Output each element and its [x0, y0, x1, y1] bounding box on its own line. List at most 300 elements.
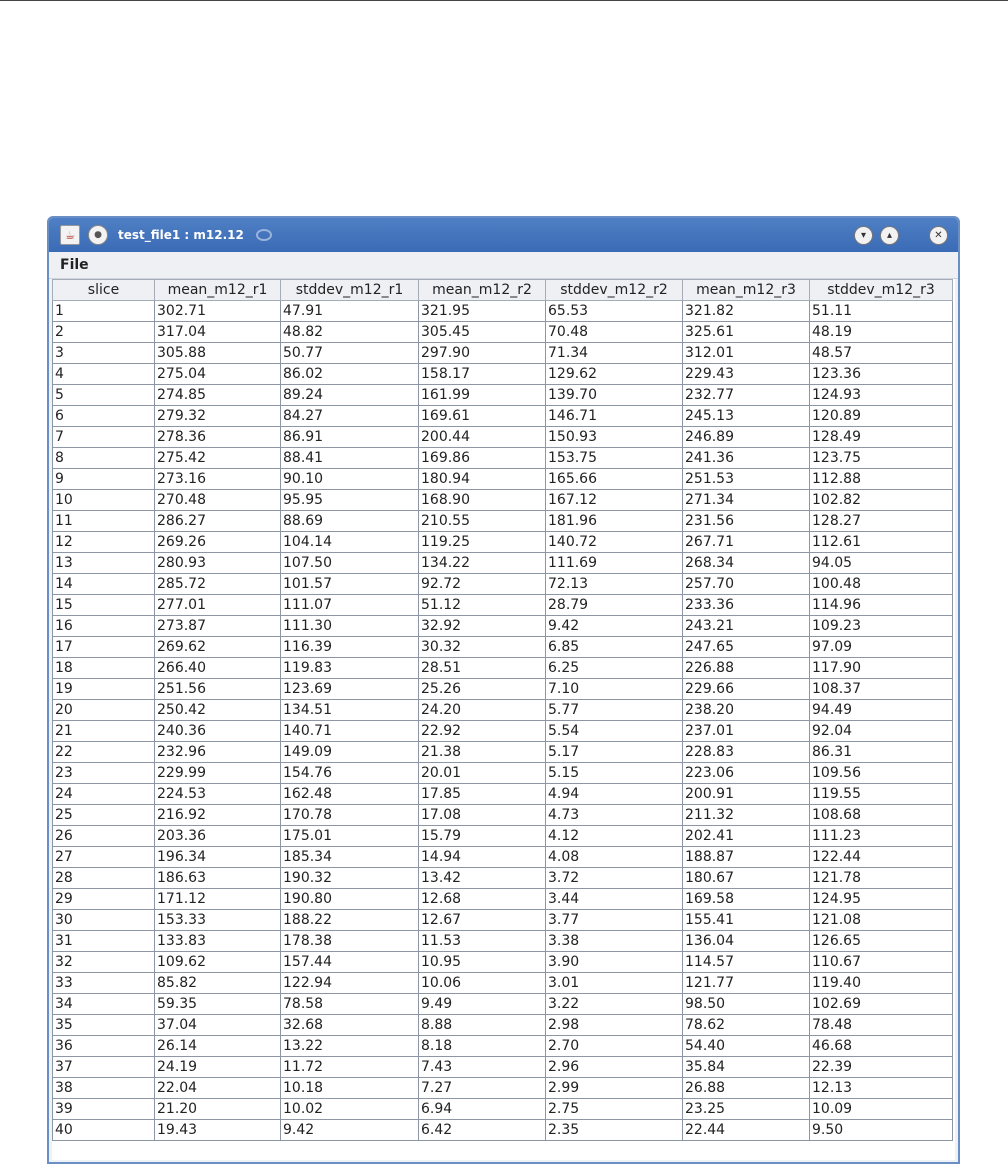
table-cell[interactable]: 59.35	[155, 994, 281, 1015]
table-cell[interactable]: 30.32	[419, 637, 546, 658]
table-cell[interactable]: 168.90	[419, 490, 546, 511]
table-cell[interactable]: 153.33	[155, 910, 281, 931]
table-row[interactable]	[53, 490, 953, 511]
table-cell[interactable]: 98.50	[683, 994, 810, 1015]
table-row[interactable]	[53, 1057, 953, 1078]
table-cell[interactable]: 112.88	[810, 469, 953, 490]
table-cell[interactable]: 4	[53, 364, 155, 385]
table-row[interactable]	[53, 511, 953, 532]
table-cell[interactable]: 92.04	[810, 721, 953, 742]
table-cell[interactable]: 6.42	[419, 1120, 546, 1141]
table-cell[interactable]: 146.71	[546, 406, 683, 427]
table-cell[interactable]: 149.09	[281, 742, 419, 763]
table-cell[interactable]: 38	[53, 1078, 155, 1099]
table-cell[interactable]: 17	[53, 637, 155, 658]
table-cell[interactable]: 188.87	[683, 847, 810, 868]
table-cell[interactable]: 9.42	[281, 1120, 419, 1141]
table-cell[interactable]: 102.82	[810, 490, 953, 511]
table-cell[interactable]: 3.44	[546, 889, 683, 910]
table-cell[interactable]: 286.27	[155, 511, 281, 532]
table-cell[interactable]: 25.26	[419, 679, 546, 700]
table-cell[interactable]: 29	[53, 889, 155, 910]
table-cell[interactable]: 302.71	[155, 301, 281, 322]
table-row[interactable]	[53, 448, 953, 469]
table-cell[interactable]: 4.94	[546, 784, 683, 805]
table-row[interactable]	[53, 574, 953, 595]
table-cell[interactable]: 48.82	[281, 322, 419, 343]
table-cell[interactable]: 5.15	[546, 763, 683, 784]
table-cell[interactable]: 3.01	[546, 973, 683, 994]
table-cell[interactable]: 2	[53, 322, 155, 343]
table-cell[interactable]: 34	[53, 994, 155, 1015]
table-cell[interactable]: 19.43	[155, 1120, 281, 1141]
table-row[interactable]	[53, 889, 953, 910]
table-row[interactable]	[53, 343, 953, 364]
table-cell[interactable]: 257.70	[683, 574, 810, 595]
table-cell[interactable]: 2.70	[546, 1036, 683, 1057]
table-cell[interactable]: 274.85	[155, 385, 281, 406]
table-cell[interactable]: 28	[53, 868, 155, 889]
table-cell[interactable]: 13	[53, 553, 155, 574]
table-row[interactable]	[53, 469, 953, 490]
table-cell[interactable]: 48.19	[810, 322, 953, 343]
table-cell[interactable]: 275.04	[155, 364, 281, 385]
window-titlebar[interactable]	[49, 218, 958, 252]
table-cell[interactable]: 3	[53, 343, 155, 364]
table-row[interactable]	[53, 637, 953, 658]
table-cell[interactable]: 15	[53, 595, 155, 616]
table-cell[interactable]: 54.40	[683, 1036, 810, 1057]
table-cell[interactable]: 280.93	[155, 553, 281, 574]
table-cell[interactable]: 243.21	[683, 616, 810, 637]
table-cell[interactable]: 86.02	[281, 364, 419, 385]
table-cell[interactable]: 114.57	[683, 952, 810, 973]
table-cell[interactable]: 89.24	[281, 385, 419, 406]
table-cell[interactable]: 121.08	[810, 910, 953, 931]
table-cell[interactable]: 95.95	[281, 490, 419, 511]
table-cell[interactable]: 123.69	[281, 679, 419, 700]
table-row[interactable]	[53, 763, 953, 784]
table-cell[interactable]: 90.10	[281, 469, 419, 490]
table-cell[interactable]: 153.75	[546, 448, 683, 469]
table-cell[interactable]: 111.07	[281, 595, 419, 616]
table-cell[interactable]: 240.36	[155, 721, 281, 742]
java-app-icon[interactable]: ☕	[60, 225, 80, 245]
table-cell[interactable]: 269.26	[155, 532, 281, 553]
table-cell[interactable]: 247.65	[683, 637, 810, 658]
table-cell[interactable]: 35.84	[683, 1057, 810, 1078]
table-cell[interactable]: 9	[53, 469, 155, 490]
menu-file[interactable]: File	[60, 257, 89, 273]
table-cell[interactable]: 167.12	[546, 490, 683, 511]
table-cell[interactable]: 126.65	[810, 931, 953, 952]
table-cell[interactable]: 297.90	[419, 343, 546, 364]
table-cell[interactable]: 14.94	[419, 847, 546, 868]
table-cell[interactable]: 273.16	[155, 469, 281, 490]
table-cell[interactable]: 24.19	[155, 1057, 281, 1078]
table-row[interactable]	[53, 994, 953, 1015]
results-table-container[interactable]	[52, 279, 955, 1160]
table-cell[interactable]: 3.22	[546, 994, 683, 1015]
table-cell[interactable]: 24.20	[419, 700, 546, 721]
table-row[interactable]	[53, 742, 953, 763]
table-cell[interactable]: 48.57	[810, 343, 953, 364]
table-row[interactable]	[53, 532, 953, 553]
table-cell[interactable]: 321.82	[683, 301, 810, 322]
table-cell[interactable]: 112.61	[810, 532, 953, 553]
table-cell[interactable]: 10	[53, 490, 155, 511]
table-row[interactable]	[53, 1120, 953, 1141]
table-row[interactable]	[53, 910, 953, 931]
table-cell[interactable]: 8	[53, 448, 155, 469]
table-cell[interactable]: 229.66	[683, 679, 810, 700]
table-cell[interactable]: 22.39	[810, 1057, 953, 1078]
table-cell[interactable]: 22	[53, 742, 155, 763]
table-cell[interactable]: 32.92	[419, 616, 546, 637]
table-cell[interactable]: 109.23	[810, 616, 953, 637]
table-cell[interactable]: 266.40	[155, 658, 281, 679]
table-cell[interactable]: 27	[53, 847, 155, 868]
table-cell[interactable]: 169.61	[419, 406, 546, 427]
table-cell[interactable]: 114.96	[810, 595, 953, 616]
table-cell[interactable]: 4.08	[546, 847, 683, 868]
table-cell[interactable]: 2.98	[546, 1015, 683, 1036]
table-cell[interactable]: 1	[53, 301, 155, 322]
table-cell[interactable]: 246.89	[683, 427, 810, 448]
table-cell[interactable]: 134.51	[281, 700, 419, 721]
table-row[interactable]	[53, 385, 953, 406]
table-cell[interactable]: 88.69	[281, 511, 419, 532]
table-cell[interactable]: 71.34	[546, 343, 683, 364]
table-cell[interactable]: 94.49	[810, 700, 953, 721]
table-cell[interactable]: 121.78	[810, 868, 953, 889]
table-row[interactable]	[53, 679, 953, 700]
table-cell[interactable]: 24	[53, 784, 155, 805]
table-cell[interactable]: 305.88	[155, 343, 281, 364]
table-cell[interactable]: 128.27	[810, 511, 953, 532]
table-cell[interactable]: 23.25	[683, 1099, 810, 1120]
table-cell[interactable]: 123.75	[810, 448, 953, 469]
table-cell[interactable]: 122.94	[281, 973, 419, 994]
table-cell[interactable]: 170.78	[281, 805, 419, 826]
table-row[interactable]	[53, 427, 953, 448]
table-row[interactable]	[53, 1099, 953, 1120]
column-header-slice[interactable]: slice	[53, 280, 155, 301]
table-cell[interactable]: 65.53	[546, 301, 683, 322]
table-cell[interactable]: 200.44	[419, 427, 546, 448]
table-cell[interactable]: 178.38	[281, 931, 419, 952]
table-cell[interactable]: 72.13	[546, 574, 683, 595]
table-cell[interactable]: 117.90	[810, 658, 953, 679]
table-cell[interactable]: 26	[53, 826, 155, 847]
table-cell[interactable]: 211.32	[683, 805, 810, 826]
table-cell[interactable]: 51.12	[419, 595, 546, 616]
table-cell[interactable]: 78.58	[281, 994, 419, 1015]
table-cell[interactable]: 134.22	[419, 553, 546, 574]
table-cell[interactable]: 270.48	[155, 490, 281, 511]
table-cell[interactable]: 7	[53, 427, 155, 448]
table-cell[interactable]: 10.02	[281, 1099, 419, 1120]
table-cell[interactable]: 97.09	[810, 637, 953, 658]
table-cell[interactable]: 9.42	[546, 616, 683, 637]
table-cell[interactable]: 107.50	[281, 553, 419, 574]
table-row[interactable]	[53, 805, 953, 826]
table-cell[interactable]: 275.42	[155, 448, 281, 469]
table-cell[interactable]: 13.42	[419, 868, 546, 889]
table-cell[interactable]: 94.05	[810, 553, 953, 574]
table-cell[interactable]: 169.58	[683, 889, 810, 910]
table-cell[interactable]: 157.44	[281, 952, 419, 973]
table-cell[interactable]: 271.34	[683, 490, 810, 511]
table-row[interactable]	[53, 784, 953, 805]
table-cell[interactable]: 321.95	[419, 301, 546, 322]
table-cell[interactable]: 16	[53, 616, 155, 637]
table-cell[interactable]: 108.37	[810, 679, 953, 700]
table-cell[interactable]: 47.91	[281, 301, 419, 322]
table-cell[interactable]: 223.06	[683, 763, 810, 784]
table-cell[interactable]: 70.48	[546, 322, 683, 343]
column-header-mean-m12-r1[interactable]: mean_m12_r1	[155, 280, 281, 301]
table-cell[interactable]: 15.79	[419, 826, 546, 847]
window-menu-icon[interactable]: ●	[88, 225, 108, 245]
table-cell[interactable]: 325.61	[683, 322, 810, 343]
table-cell[interactable]: 110.67	[810, 952, 953, 973]
table-cell[interactable]: 20.01	[419, 763, 546, 784]
table-cell[interactable]: 251.56	[155, 679, 281, 700]
column-header-stddev-m12-r1[interactable]: stddev_m12_r1	[281, 280, 419, 301]
table-cell[interactable]: 140.72	[546, 532, 683, 553]
table-cell[interactable]: 100.48	[810, 574, 953, 595]
table-cell[interactable]: 33	[53, 973, 155, 994]
table-cell[interactable]: 18	[53, 658, 155, 679]
table-cell[interactable]: 171.12	[155, 889, 281, 910]
table-cell[interactable]: 232.77	[683, 385, 810, 406]
table-cell[interactable]: 250.42	[155, 700, 281, 721]
table-cell[interactable]: 12	[53, 532, 155, 553]
table-cell[interactable]: 13.22	[281, 1036, 419, 1057]
table-cell[interactable]: 17.08	[419, 805, 546, 826]
table-row[interactable]	[53, 553, 953, 574]
table-cell[interactable]: 51.11	[810, 301, 953, 322]
table-cell[interactable]: 30	[53, 910, 155, 931]
table-cell[interactable]: 128.49	[810, 427, 953, 448]
table-cell[interactable]: 123.36	[810, 364, 953, 385]
table-cell[interactable]: 267.71	[683, 532, 810, 553]
table-cell[interactable]: 237.01	[683, 721, 810, 742]
table-cell[interactable]: 226.88	[683, 658, 810, 679]
table-row[interactable]	[53, 1036, 953, 1057]
table-cell[interactable]: 155.41	[683, 910, 810, 931]
table-cell[interactable]: 7.10	[546, 679, 683, 700]
table-cell[interactable]: 88.41	[281, 448, 419, 469]
table-cell[interactable]: 2.96	[546, 1057, 683, 1078]
table-cell[interactable]: 119.25	[419, 532, 546, 553]
minimize-icon[interactable]: ▾	[854, 226, 873, 245]
table-cell[interactable]: 12.67	[419, 910, 546, 931]
table-cell[interactable]: 190.32	[281, 868, 419, 889]
table-cell[interactable]: 180.67	[683, 868, 810, 889]
table-cell[interactable]: 2.35	[546, 1120, 683, 1141]
table-cell[interactable]: 5.17	[546, 742, 683, 763]
table-cell[interactable]: 120.89	[810, 406, 953, 427]
table-cell[interactable]: 277.01	[155, 595, 281, 616]
table-cell[interactable]: 6	[53, 406, 155, 427]
table-cell[interactable]: 31	[53, 931, 155, 952]
table-cell[interactable]: 269.62	[155, 637, 281, 658]
table-cell[interactable]: 92.72	[419, 574, 546, 595]
table-cell[interactable]: 216.92	[155, 805, 281, 826]
table-cell[interactable]: 233.36	[683, 595, 810, 616]
table-cell[interactable]: 21	[53, 721, 155, 742]
table-cell[interactable]: 10.09	[810, 1099, 953, 1120]
table-cell[interactable]: 5.54	[546, 721, 683, 742]
table-cell[interactable]: 10.95	[419, 952, 546, 973]
table-cell[interactable]: 78.48	[810, 1015, 953, 1036]
table-cell[interactable]: 169.86	[419, 448, 546, 469]
table-cell[interactable]: 21.20	[155, 1099, 281, 1120]
table-cell[interactable]: 22.04	[155, 1078, 281, 1099]
table-row[interactable]	[53, 406, 953, 427]
table-cell[interactable]: 180.94	[419, 469, 546, 490]
table-cell[interactable]: 6.25	[546, 658, 683, 679]
table-cell[interactable]: 181.96	[546, 511, 683, 532]
table-cell[interactable]: 241.36	[683, 448, 810, 469]
table-cell[interactable]: 6.94	[419, 1099, 546, 1120]
table-cell[interactable]: 5	[53, 385, 155, 406]
table-cell[interactable]: 124.93	[810, 385, 953, 406]
table-cell[interactable]: 12.68	[419, 889, 546, 910]
table-cell[interactable]: 279.32	[155, 406, 281, 427]
table-cell[interactable]: 35	[53, 1015, 155, 1036]
table-cell[interactable]: 268.34	[683, 553, 810, 574]
table-cell[interactable]: 46.68	[810, 1036, 953, 1057]
table-cell[interactable]: 8.88	[419, 1015, 546, 1036]
table-cell[interactable]: 26.14	[155, 1036, 281, 1057]
table-cell[interactable]: 3.38	[546, 931, 683, 952]
table-cell[interactable]: 129.62	[546, 364, 683, 385]
column-header-mean-m12-r2[interactable]: mean_m12_r2	[419, 280, 546, 301]
table-cell[interactable]: 116.39	[281, 637, 419, 658]
table-cell[interactable]: 229.43	[683, 364, 810, 385]
table-row[interactable]	[53, 364, 953, 385]
table-row[interactable]	[53, 1078, 953, 1099]
table-cell[interactable]: 278.36	[155, 427, 281, 448]
table-cell[interactable]: 37.04	[155, 1015, 281, 1036]
table-cell[interactable]: 7.27	[419, 1078, 546, 1099]
table-cell[interactable]: 154.76	[281, 763, 419, 784]
table-cell[interactable]: 200.91	[683, 784, 810, 805]
table-cell[interactable]: 162.48	[281, 784, 419, 805]
table-cell[interactable]: 2.99	[546, 1078, 683, 1099]
table-cell[interactable]: 317.04	[155, 322, 281, 343]
table-cell[interactable]: 285.72	[155, 574, 281, 595]
maximize-icon[interactable]: ▴	[880, 226, 899, 245]
table-cell[interactable]: 14	[53, 574, 155, 595]
table-cell[interactable]: 210.55	[419, 511, 546, 532]
table-cell[interactable]: 3.72	[546, 868, 683, 889]
table-cell[interactable]: 161.99	[419, 385, 546, 406]
table-cell[interactable]: 102.69	[810, 994, 953, 1015]
table-cell[interactable]: 12.13	[810, 1078, 953, 1099]
table-cell[interactable]: 78.62	[683, 1015, 810, 1036]
table-cell[interactable]: 11	[53, 511, 155, 532]
table-cell[interactable]: 4.12	[546, 826, 683, 847]
table-cell[interactable]: 121.77	[683, 973, 810, 994]
table-cell[interactable]: 23	[53, 763, 155, 784]
table-cell[interactable]: 28.79	[546, 595, 683, 616]
table-cell[interactable]: 10.06	[419, 973, 546, 994]
table-cell[interactable]: 3.77	[546, 910, 683, 931]
table-cell[interactable]: 109.62	[155, 952, 281, 973]
table-cell[interactable]: 37	[53, 1057, 155, 1078]
table-cell[interactable]: 245.13	[683, 406, 810, 427]
table-cell[interactable]: 133.83	[155, 931, 281, 952]
table-row[interactable]	[53, 1015, 953, 1036]
table-cell[interactable]: 25	[53, 805, 155, 826]
table-row[interactable]	[53, 616, 953, 637]
table-cell[interactable]: 111.30	[281, 616, 419, 637]
table-cell[interactable]: 50.77	[281, 343, 419, 364]
column-header-mean-m12-r3[interactable]: mean_m12_r3	[683, 280, 810, 301]
table-cell[interactable]: 86.91	[281, 427, 419, 448]
table-cell[interactable]: 7.43	[419, 1057, 546, 1078]
table-cell[interactable]: 3.90	[546, 952, 683, 973]
table-cell[interactable]: 136.04	[683, 931, 810, 952]
table-row[interactable]	[53, 868, 953, 889]
column-header-stddev-m12-r3[interactable]: stddev_m12_r3	[810, 280, 953, 301]
table-cell[interactable]: 20	[53, 700, 155, 721]
table-cell[interactable]: 5.77	[546, 700, 683, 721]
table-cell[interactable]: 26.88	[683, 1078, 810, 1099]
table-cell[interactable]: 111.69	[546, 553, 683, 574]
table-cell[interactable]: 8.18	[419, 1036, 546, 1057]
table-cell[interactable]: 273.87	[155, 616, 281, 637]
table-cell[interactable]: 2.75	[546, 1099, 683, 1120]
table-row[interactable]	[53, 826, 953, 847]
table-cell[interactable]: 185.34	[281, 847, 419, 868]
table-row[interactable]	[53, 847, 953, 868]
table-cell[interactable]: 305.45	[419, 322, 546, 343]
table-cell[interactable]: 190.80	[281, 889, 419, 910]
table-cell[interactable]: 119.83	[281, 658, 419, 679]
table-cell[interactable]: 203.36	[155, 826, 281, 847]
table-cell[interactable]: 228.83	[683, 742, 810, 763]
table-cell[interactable]: 22.92	[419, 721, 546, 742]
table-row[interactable]	[53, 952, 953, 973]
table-cell[interactable]: 22.44	[683, 1120, 810, 1141]
table-cell[interactable]: 4.73	[546, 805, 683, 826]
table-cell[interactable]: 150.93	[546, 427, 683, 448]
table-row[interactable]	[53, 931, 953, 952]
table-row[interactable]	[53, 322, 953, 343]
table-cell[interactable]: 119.55	[810, 784, 953, 805]
table-cell[interactable]: 32	[53, 952, 155, 973]
table-cell[interactable]: 229.99	[155, 763, 281, 784]
table-cell[interactable]: 139.70	[546, 385, 683, 406]
table-cell[interactable]: 122.44	[810, 847, 953, 868]
table-cell[interactable]: 186.63	[155, 868, 281, 889]
table-cell[interactable]: 224.53	[155, 784, 281, 805]
table-cell[interactable]: 188.22	[281, 910, 419, 931]
table-cell[interactable]: 11.72	[281, 1057, 419, 1078]
table-cell[interactable]: 202.41	[683, 826, 810, 847]
table-cell[interactable]: 231.56	[683, 511, 810, 532]
table-cell[interactable]: 109.56	[810, 763, 953, 784]
table-cell[interactable]: 17.85	[419, 784, 546, 805]
table-cell[interactable]: 238.20	[683, 700, 810, 721]
table-row[interactable]	[53, 595, 953, 616]
table-cell[interactable]: 40	[53, 1120, 155, 1141]
